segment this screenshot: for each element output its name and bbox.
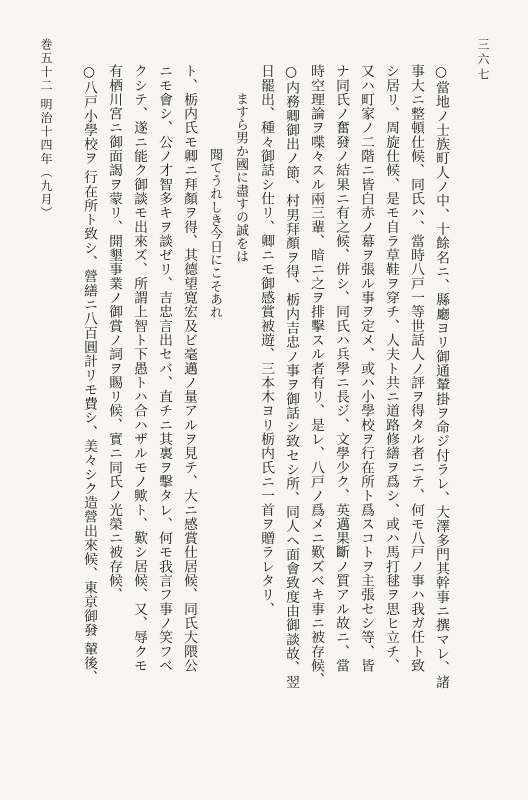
text-line-8: 日罷出、種々御話シ仕リ、卿ニモ御感賞被遊、三本木ヨリ栃内氏ニ一首ヲ贈ラレタリ、 (258, 64, 274, 616)
text-line-1: ○當地ノ士族町人ノ中、十餘名ニ、縣廳ヨリ御通輦掛ヲ命ジ付ラレ、大澤多門其幹事ニ撰マレ、諸 (433, 64, 449, 689)
poem-line-2: 聞てうれしき今日にこそあれ (207, 148, 222, 319)
text-line-15: ○八戸小學校ヲ 行在所ト致シ、營繕ニ八百圓計リモ費シ、美々シク造營出來候、東京御發 輦後、 (81, 64, 97, 685)
text-line-14: 有栖川宮ニ御面謁ヲ蒙リ、開墾事業ノ御賞ノ詞ヲ賜リ候、實ニ同氏ノ光榮ニ被存候、 (106, 64, 122, 602)
running-title: 巻五十二 明治十四年（九月） (39, 38, 53, 221)
poem-line-1: ますら男か國に盡すの誠をは (233, 92, 248, 263)
text-line-4: 又ハ町家ノ二階ニ皆白赤ノ幕ヲ張ル事ヲ定メ、或ハ小學校ヲ行在所ト爲スコトヲ主張セシ等、皆 (358, 64, 374, 673)
text-line-6: 時空理論ヲ喋々スル兩三輩、暗ニ之ヲ排擊スル者有リ、是レ、八戸ノ爲メニ歎ズベキ事ニ被存候、 (308, 64, 324, 687)
text-line-5: ナ同氏ノ奮發ノ結果ニ有之候、併シ、同氏ハ兵學ニ長ジ、文學少ク、英邁果斷ノ質アル故ニ、當 (333, 64, 349, 673)
page-number: 三六七 (476, 38, 490, 83)
text-line-7: ○内務卿御出ノ節、村男拜顏ヲ得、栃内吉忠ノ事ヲ御話シ致セシ所、同人ヘ面會致度由御談故、翌 (283, 64, 299, 689)
text-line-13: クシテ、遂ニ能ク御談モ出來ズ、所謂上智ト下愚トハ合ハザルモノ歟ト、歎シ居候、又、辱クモ (131, 64, 147, 673)
text-line-11: ト、栃内氏モ卿ニ拜顏ヲ得、其德望寛宏及ビ毫邁ノ量アルヲ見テ、大ニ感賞仕居候、同氏大隈公 (181, 64, 197, 673)
text-line-2: 事大ニ整頓仕候、同氏ハ、當時八戸一等世話人ノ評ヲ得タル者ニテ、何モ八戸ノ事ハ我ガ任ト致 (408, 64, 424, 673)
text-line-12: ニモ會シ、公ノ才智多キヲ談ゼリ、吉忠言出セバ、直チニ其裏ヲ擊タレ、何モ我言フ事ノ笑フベ (156, 64, 172, 673)
text-line-3: シ居リ、周旋仕候、是モ自ラ草鞋ヲ穿チ、人夫ト共ニ道路修繕ヲ爲シ、或ハ馬打毬ヲ思ヒ立チ、 (383, 64, 399, 673)
